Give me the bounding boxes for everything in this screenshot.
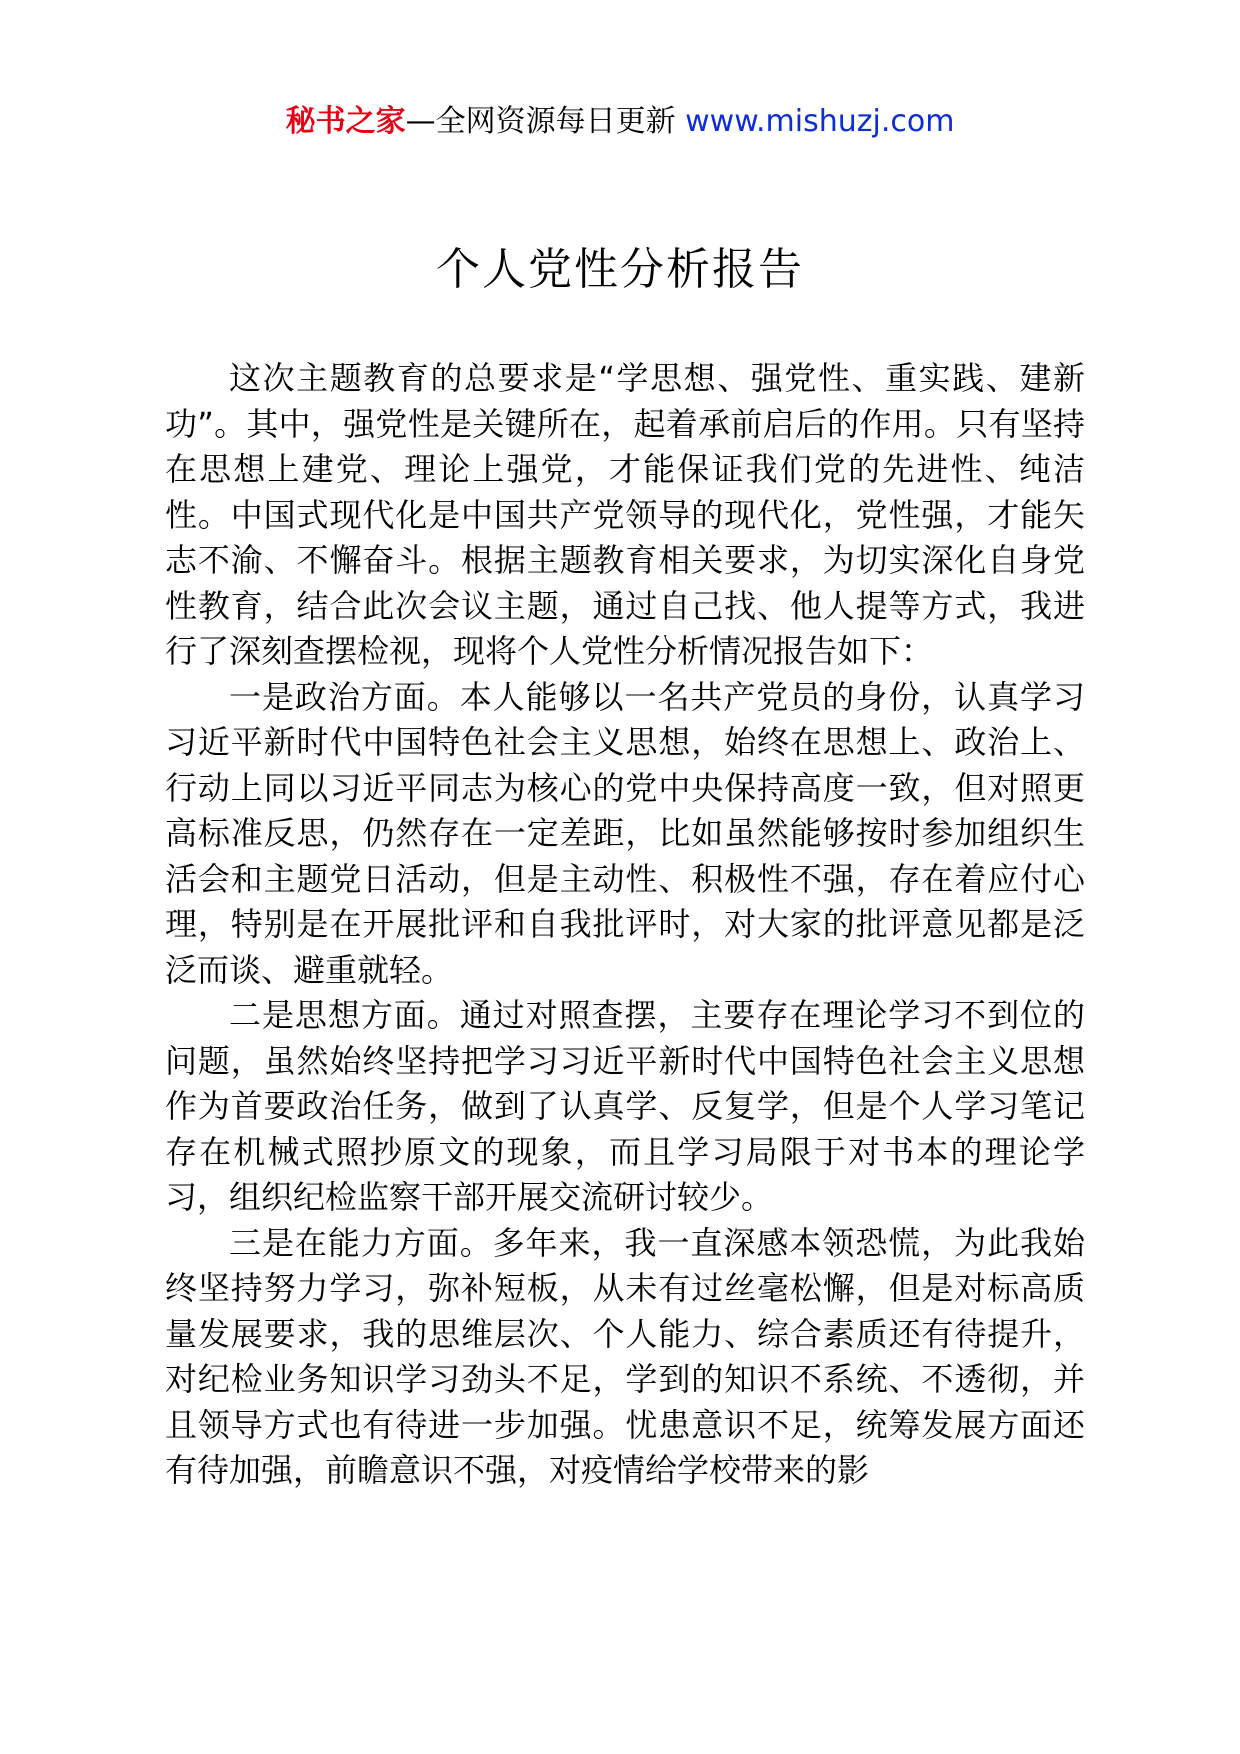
paragraph-intro: 这次主题教育的总要求是“学思想、强党性、重实践、建新功”。其中，强党性是关键所在，起着承前启后的作用。只有坚持在思想上建党、理论上强党，才能保证我们党的先进性、纯洁性。中国式现代化是中国共产党领导的现代化，党性强，才能矢志不渝、不懈奋斗。根据主题教育相关要求，为切实深化自身党性教育，结合此次会议主题，通过自己找、他人提等方式，我进行了深刻查摆检视，现将个人党性分析情况报告如下：: [165, 359, 1085, 670]
document-body: [165, 356, 1085, 1494]
site-url-link[interactable]: www.mishuzj.com: [685, 104, 955, 139]
header-tagline: —全网资源每日更新: [405, 104, 676, 139]
paragraph-ideological: 二是思想方面。通过对照查摆，主要存在理论学习不到位的问题，虽然始终坚持把学习习近平新时代中国特色社会主义思想作为首要政治任务，做到了认真学、反复学，但是个人学习笔记存在机械式照抄原文的现象，而且学习局限于对书本的理论学习，组织纪检监察干部开展交流研讨较少。: [165, 996, 1085, 1216]
paragraph-ability: 三是在能力方面。多年来，我一直深感本领恐慌，为此我始终坚持努力学习，弥补短板，从未有过丝毫松懈，但是对标高质量发展要求，我的思维层次、个人能力、综合素质还有待提升，对纪检业务知识学习劲头不足，学到的知识不系统、不透彻，并且领导方式也有待进一步加强。忧患意识不足，统筹发展方面还有待加强，前瞻意识不强，对疫情给学校带来的影: [165, 1223, 1085, 1489]
document-title: 个人党性分析报告: [436, 244, 804, 295]
paragraph-political: 一是政治方面。本人能够以一名共产党员的身份，认真学习习近平新时代中国特色社会主义思想，始终在思想上、政治上、行动上同以习近平同志为核心的党中央保持高度一致，但对照更高标准反思，仍然存在一定差距，比如虽然能够按时参加组织生活会和主题党日活动，但是主动性、积极性不强，存在着应付心理，特别是在开展批评和自我批评时，对大家的批评意见都是泛泛而谈、避重就轻。: [165, 677, 1085, 989]
brand-name: 秘书之家: [285, 104, 406, 139]
site-header: [0, 100, 1240, 144]
